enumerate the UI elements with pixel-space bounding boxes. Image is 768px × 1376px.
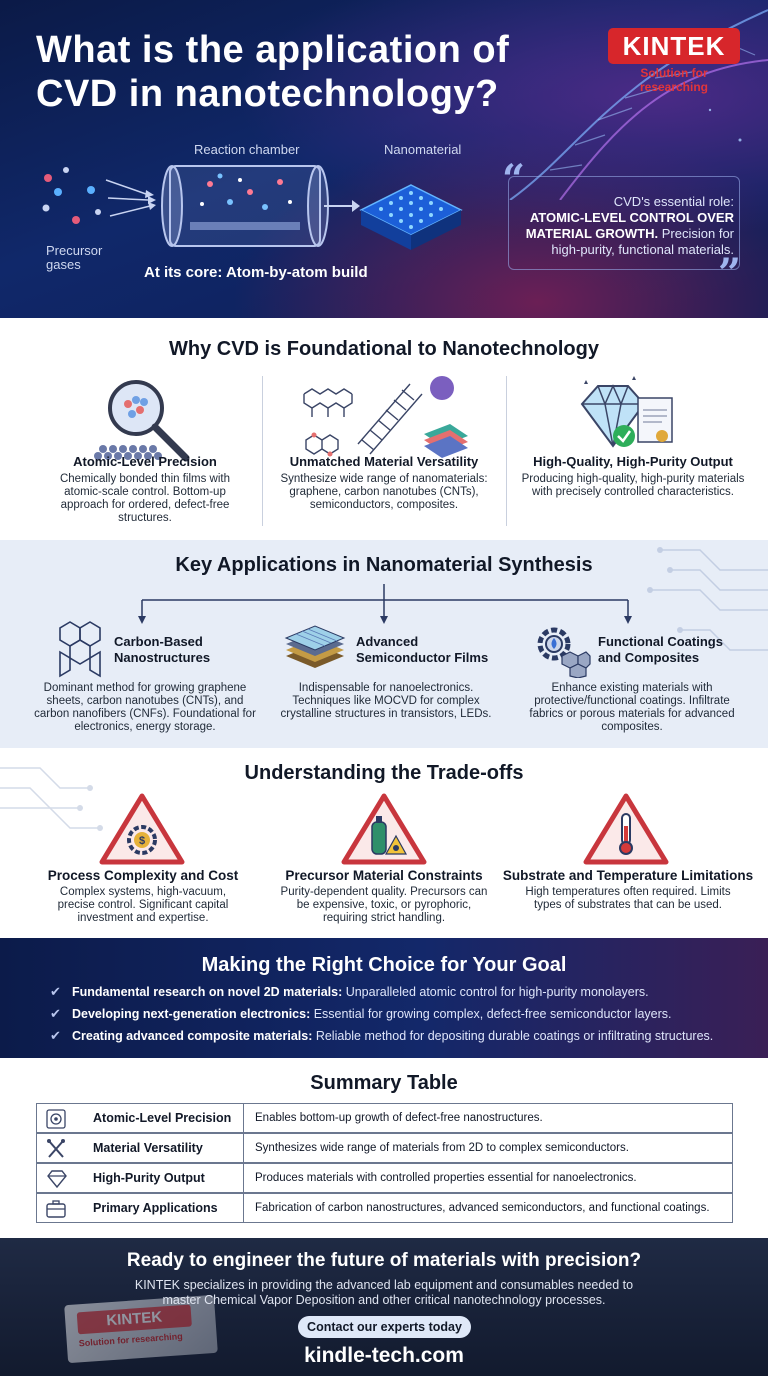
gear-coating-icon (532, 622, 592, 678)
footer-cta (0, 1238, 768, 1376)
quote-bold: ATOMIC-LEVEL CONTROL OVER MATERIAL GROWTH. (525, 210, 734, 241)
quote-lead: CVD's essential role: (613, 194, 734, 209)
thermometer-warning-icon (582, 792, 670, 866)
summary-row (36, 1103, 733, 1133)
choice-bold: Creating advanced composite materials: (72, 1029, 313, 1043)
foundational-title: Why CVD is Foundational to Nanotechnology (169, 338, 599, 360)
foundation-head: High-Quality, High-Purity Output (533, 454, 733, 469)
summary-key: Material Versatility (93, 1141, 203, 1155)
summary-key: Primary Applications (93, 1201, 218, 1215)
foundation-body: Synthesize wide range of nanomaterials: graphene, carbon nanotubes (CNTs), semiconductors, composites. (280, 473, 488, 511)
trade-body: Purity-dependent quality. Precursors can be expensive, toxic, or pyrophoric, requiring strict handling. (280, 886, 488, 924)
precursor-molecules-icon (36, 160, 166, 244)
summary-value: Synthesizes wide range of materials from 2D to complex semiconductors. (255, 1142, 629, 1154)
summary-divider (243, 1194, 244, 1222)
foundation-body: Producing high-quality, high-purity materials with precisely controlled characteristics. (521, 473, 745, 498)
website-link[interactable]: kindle-tech.com (304, 1344, 464, 1367)
footer-title: Ready to engineer the future of materials with precision? (126, 1250, 642, 1271)
target-icon (45, 1109, 69, 1129)
trade-head: Substrate and Temperature Limitations (502, 868, 754, 883)
column-divider (506, 376, 507, 526)
diamond-icon (45, 1169, 69, 1189)
core-caption: At its core: Atom-by-atom build (144, 264, 368, 281)
trade-body: High temperatures often required. Limits types of substrates that can be used. (525, 886, 731, 911)
footer-body: KINTEK specializes in providing the advanced lab equipment and consumables needed to master Chemical Vapor Deposition and other critical nanotechnology processes. (134, 1278, 634, 1307)
briefcase-icon (45, 1199, 69, 1219)
app-head: Advanced Semiconductor Films (356, 634, 489, 665)
applications-section (0, 540, 768, 748)
foundational-section (0, 318, 768, 540)
summary-row (36, 1193, 733, 1223)
gas-cylinder-warning-icon (340, 792, 428, 866)
choice-bold: Developing next-generation electronics: (72, 1007, 311, 1021)
nanomaterials-icon (300, 374, 470, 466)
nanomaterial-label: Nanomaterial (384, 142, 462, 157)
trade-head: Precursor Material Constraints (285, 868, 483, 883)
logo-tagline: Solution for researching (639, 66, 709, 94)
choice-title: Making the Right Choice for Your Goal (201, 954, 567, 976)
foundation-head: Unmatched Material Versatility (289, 454, 479, 469)
summary-value: Produces materials with controlled properties essential for nanoelectronics. (255, 1172, 637, 1184)
tools-icon (45, 1139, 69, 1159)
trade-body: Complex systems, high-vacuum, precise control. Significant capital investment and expertise. (57, 886, 229, 924)
choice-text: Essential for growing complex, defect-free semiconductor layers. (310, 1007, 672, 1021)
summary-divider (243, 1104, 244, 1132)
foundation-body: Chemically bonded thin films with atomic-scale control. Bottom-up approach for ordered, defect-free structures. (59, 473, 231, 524)
page-title: What is the application of CVD in nanotechnology? (36, 29, 510, 115)
foundation-item-versatility (274, 454, 494, 512)
trade-head: Process Complexity and Cost (47, 868, 239, 883)
tradeoffs-section (0, 748, 768, 938)
semiconductor-layers-icon (282, 622, 348, 676)
summary-title: Summary Table (310, 1072, 458, 1094)
column-divider (262, 376, 263, 526)
app-body: Dominant method for growing graphene sheets, carbon nanotubes (CNTs), and carbon nanofibers (CNFs). Foundational for electronics, energy storage. (34, 682, 256, 733)
hero-banner (0, 0, 768, 318)
tradeoffs-title: Understanding the Trade-offs (244, 762, 524, 784)
nanomaterial-grid-icon (356, 165, 466, 265)
check-circle-icon: ✔ (50, 984, 61, 999)
summary-row (36, 1133, 733, 1163)
choice-text: Unparalleled atomic control for high-purity monolayers. (342, 985, 649, 999)
app-head: Carbon-Based Nanostructures (114, 634, 211, 665)
choice-section (0, 938, 768, 1058)
check-circle-icon: ✔ (50, 1028, 61, 1043)
branch-connector (136, 584, 636, 626)
summary-section (0, 1058, 768, 1238)
kintek-logo: KINTEK (608, 28, 740, 64)
quote-text (520, 194, 734, 258)
diamond-certificate-icon (572, 374, 682, 466)
quote-close-icon: ” (718, 250, 742, 297)
footer-logo-tagline: Solution for researching (78, 1331, 183, 1349)
hexagon-lattice-icon (56, 620, 108, 678)
footer-logo-brand: KINTEK (77, 1304, 192, 1334)
app-head: Functional Coatings and Composites (598, 634, 723, 665)
summary-key: Atomic-Level Precision (93, 1111, 232, 1125)
reaction-chamber-label: Reaction chamber (194, 142, 300, 157)
contact-experts-button[interactable]: Contact our experts today (298, 1316, 471, 1338)
choice-row (50, 984, 750, 1000)
svg-text:$: $ (138, 835, 146, 847)
quote-tail: Precision for high-purity, functional materials. (551, 226, 734, 257)
foundation-item-precision (40, 454, 250, 525)
applications-title: Key Applications in Nanomaterial Synthesis (175, 554, 593, 576)
foundation-item-purity (520, 454, 746, 499)
summary-value: Fabrication of carbon nanostructures, advanced semiconductors, and functional coatings. (255, 1202, 710, 1214)
app-body: Indispensable for nanoelectronics. Techniques like MOCVD for complex crystalline structures in transistors, LEDs. (280, 682, 492, 720)
summary-value: Enables bottom-up growth of defect-free nanostructures. (255, 1112, 543, 1124)
choice-text: Reliable method for depositing durable coatings or infiltrating structures. (312, 1029, 714, 1043)
app-body: Enhance existing materials with protective/functional coatings. Infiltrate fabrics or porous materials for advanced composites. (529, 682, 735, 733)
choice-bold: Fundamental research on novel 2D materials: (72, 985, 343, 999)
summary-row (36, 1163, 733, 1193)
quote-open-icon: “ (502, 156, 526, 203)
foundation-head: Atomic-Level Precision (73, 454, 217, 469)
summary-divider (243, 1164, 244, 1192)
check-circle-icon: ✔ (50, 1006, 61, 1021)
choice-row (50, 1028, 750, 1044)
cost-warning-icon (98, 792, 186, 866)
precursor-gases-label: Precursor gases (46, 243, 103, 272)
summary-divider (243, 1134, 244, 1162)
reaction-chamber-icon (160, 162, 330, 250)
magnifier-atoms-icon (88, 374, 198, 466)
choice-row (50, 1006, 750, 1022)
summary-key: High-Purity Output (93, 1171, 205, 1185)
